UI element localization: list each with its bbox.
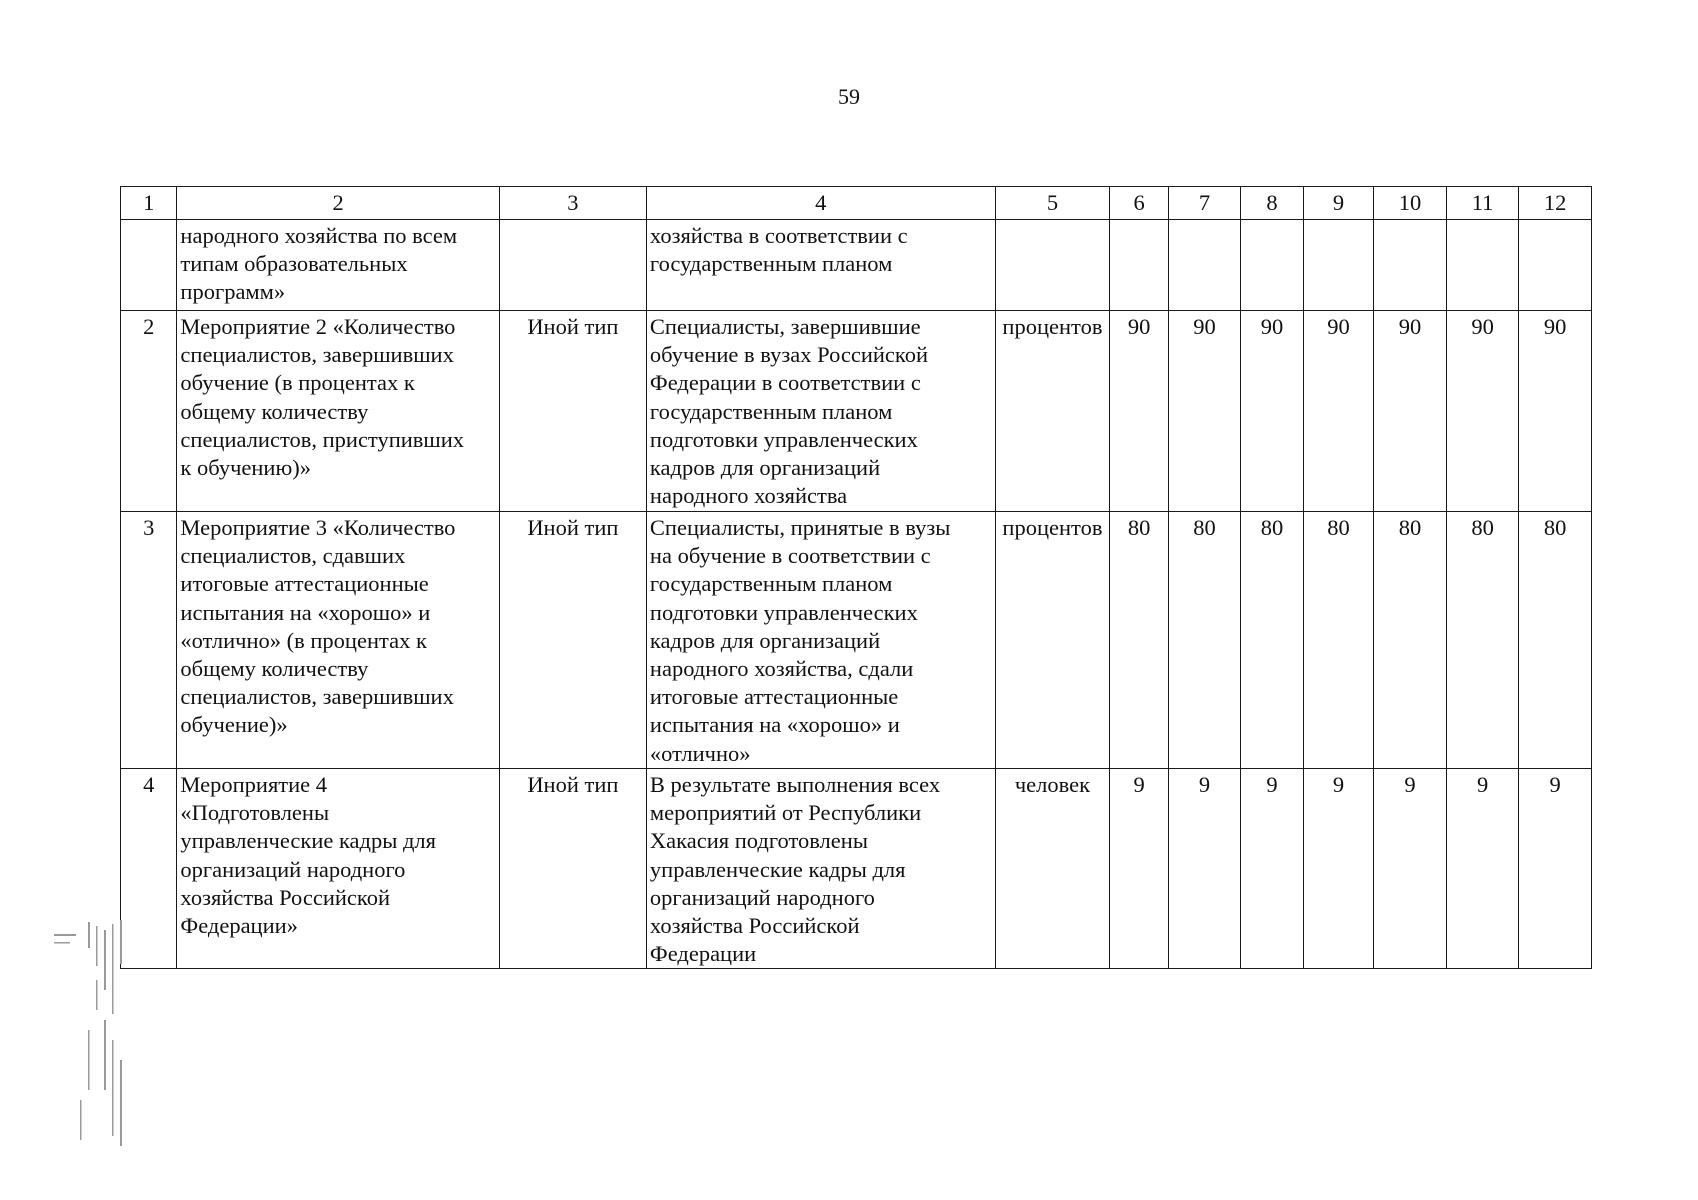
table-row-continuation	[121, 220, 1592, 311]
cell-value-8	[1241, 220, 1303, 311]
cell-value-7: 80	[1168, 512, 1241, 769]
cell-value-8: 80	[1241, 512, 1303, 769]
cell-value-9: 90	[1303, 311, 1374, 512]
cell-value-7	[1168, 220, 1241, 311]
header-col-10: 10	[1374, 187, 1447, 220]
cell-unit: процентов	[995, 512, 1110, 769]
cell-description: Специалисты, принятые в вузы на обучение в соответствии с государственным планом подготовки управленческих кадров для организаций народного хозяйства, сдали итоговые аттестационные испытания на «хорошо» и «отлично»	[646, 512, 995, 769]
cell-num: 2	[121, 311, 177, 512]
cell-value-8: 90	[1241, 311, 1303, 512]
table-row-measure-2	[121, 311, 1592, 512]
cell-unit: человек	[995, 769, 1110, 969]
cell-name: народного хозяйства по всем типам образовательных программ»	[177, 220, 499, 311]
cell-value-9	[1303, 220, 1374, 311]
cell-value-12: 80	[1519, 512, 1592, 769]
cell-value-8: 9	[1241, 769, 1303, 969]
cell-description: В результате выполнения всех мероприятий от Республики Хакасия подготовлены управленческие кадры для организаций народного хозяйства Российской Федерации	[646, 769, 995, 969]
header-row	[121, 187, 1592, 220]
cell-value-7: 90	[1168, 311, 1241, 512]
cell-value-6: 9	[1110, 769, 1168, 969]
cell-description: Специалисты, завершившие обучение в вузах Российской Федерации в соответствии с государственным планом подготовки управленческих кадров для организаций народного хозяйства	[646, 311, 995, 512]
cell-num: 4	[121, 769, 177, 969]
cell-name: Мероприятие 2 «Количество специалистов, завершивших обучение (в процентах к общему количеству специалистов, приступивших к обучению)»	[177, 311, 499, 512]
cell-unit: процентов	[995, 311, 1110, 512]
header-col-2: 2	[177, 187, 499, 220]
cell-value-7: 9	[1168, 769, 1241, 969]
page-number: 59	[838, 84, 860, 109]
cell-value-10	[1374, 220, 1447, 311]
cell-value-11: 80	[1446, 512, 1519, 769]
cell-type	[499, 220, 646, 311]
cell-value-9: 80	[1303, 512, 1374, 769]
cell-num: 3	[121, 512, 177, 769]
cell-value-11: 90	[1446, 311, 1519, 512]
cell-value-12: 9	[1519, 769, 1592, 969]
header-col-6: 6	[1110, 187, 1168, 220]
cell-value-9: 9	[1303, 769, 1374, 969]
cell-num	[121, 220, 177, 311]
header-col-1: 1	[121, 187, 177, 220]
header-col-8: 8	[1241, 187, 1303, 220]
cell-type: Иной тип	[499, 311, 646, 512]
cell-unit	[995, 220, 1110, 311]
cell-value-10: 80	[1374, 512, 1447, 769]
cell-description: хозяйства в соответствии с государственным планом	[646, 220, 995, 311]
header-col-3: 3	[499, 187, 646, 220]
header-col-12: 12	[1519, 187, 1592, 220]
header-col-7: 7	[1168, 187, 1241, 220]
cell-value-6: 80	[1110, 512, 1168, 769]
cell-value-10: 9	[1374, 769, 1447, 969]
header-col-4: 4	[646, 187, 995, 220]
table-row-measure-4	[121, 769, 1592, 969]
scan-edge-marks	[50, 920, 130, 1150]
header-col-9: 9	[1303, 187, 1374, 220]
cell-value-6: 90	[1110, 311, 1168, 512]
cell-type: Иной тип	[499, 769, 646, 969]
cell-name: Мероприятие 4 «Подготовлены управленческие кадры для организаций народного хозяйства Российской Федерации»	[177, 769, 499, 969]
cell-value-11	[1446, 220, 1519, 311]
cell-value-10: 90	[1374, 311, 1447, 512]
cell-value-11: 9	[1446, 769, 1519, 969]
cell-value-12	[1519, 220, 1592, 311]
header-col-5: 5	[995, 187, 1110, 220]
cell-name: Мероприятие 3 «Количество специалистов, сдавших итоговые аттестационные испытания на «хорошо» и «отлично» (в процентах к общему количеству специалистов, завершивших обучение)»	[177, 512, 499, 769]
indicators-table	[120, 186, 1592, 969]
table-row-measure-3	[121, 512, 1592, 769]
cell-value-12: 90	[1519, 311, 1592, 512]
cell-value-6	[1110, 220, 1168, 311]
cell-type: Иной тип	[499, 512, 646, 769]
header-col-11: 11	[1446, 187, 1519, 220]
